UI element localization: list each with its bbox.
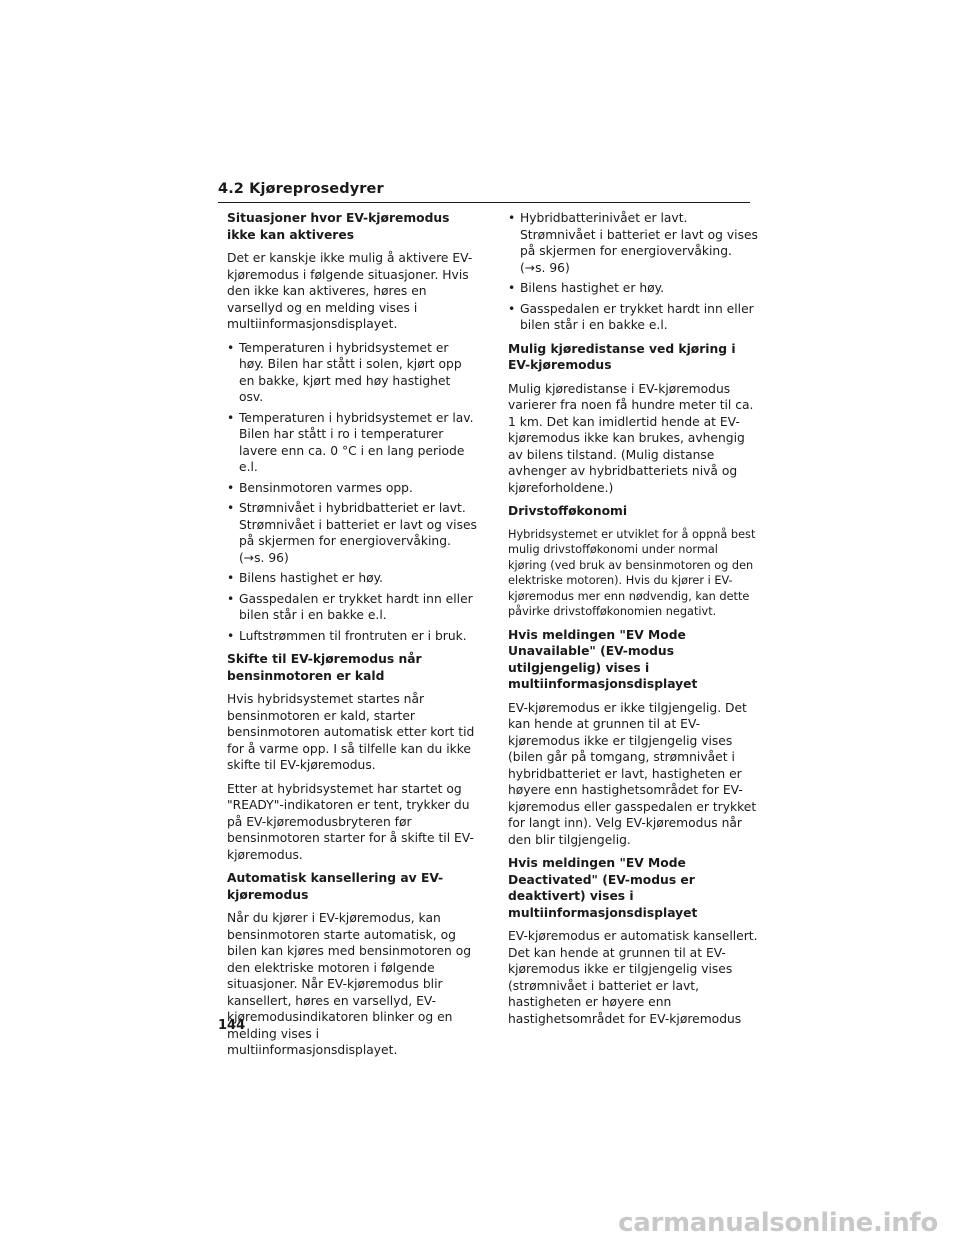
list-item: • Gasspedalen er trykket hardt inn eller bilen står i en bakke e.l.: [508, 301, 758, 334]
list-item: • Hybridbatterinivået er lavt. Strømnivået i batteriet er lavt og vises på skjermen for energiovervåking. (→s. 96): [508, 210, 758, 276]
list-ev-cannot-activate: [227, 340, 477, 645]
left-column: [227, 210, 477, 1066]
page-number: 144: [218, 1018, 246, 1033]
paragraph-driving-distance: Mulig kjøredistanse i EV-kjøremodus varierer fra noen få hundre meter til ca. 1 km. Det kan imidlertid hende at EV-kjøremodus ikke kan brukes, avhengig av bilens tilstand. (Mulig distanse avhenger av hybridbatteriets nivå og kjøreforholdene.): [508, 381, 754, 495]
heading-ev-cannot-activate: Situasjoner hvor EV-kjøremodus ikke kan aktiveres: [227, 211, 450, 242]
paragraph-cold-engine-1: Hvis hybridsystemet startes når bensinmotoren er kald, starter bensinmotoren automatisk etter kort tid for å varme opp. I så tilfelle kan du ikke skifte til EV-kjøremodus.: [227, 692, 475, 772]
right-column: [508, 210, 758, 1034]
paragraph-ev-unavailable: EV-kjøremodus er ikke tilgjengelig. Det kan hende at grunnen til at EV-kjøremodus ikke er tilgjengelig vises (bilen går på tomgang, strømnivået i hybridbatteriet er lavt, hastigheten er høyere enn hastighetsområdet for EV-kjøremodus eller gasspedalen er trykket for langt inn). Velg EV-kjøremodus når den blir tilgjengelig.: [508, 700, 757, 847]
paragraph-ev-cannot-activate-intro: Det er kanskje ikke mulig å aktivere EV-kjøremodus i følgende situasjoner. Hvis den ikke kan aktiveres, høres en varsellyd og en melding vises i multiinformasjonsdisplayet.: [227, 251, 473, 331]
heading-ev-unavailable: Hvis meldingen "EV Mode Unavailable" (EV-modus utilgjengelig) vises i multiinformasjonsdisplayet: [508, 627, 698, 691]
paragraph-fuel-economy: Hybridsystemet er utviklet for å oppnå best mulig drivstofføkonomi under normal kjøring (ved bruk av bensinmotoren og den elektriske motoren). Hvis du kjører i EV-kjøremodus mer enn nødvendig, kan dette påvirke drivstofføkonomien negativt.: [508, 527, 756, 618]
heading-ev-deactivated: Hvis meldingen "EV Mode Deactivated" (EV-modus er deaktivert) vises i multiinformasjonsdisplayet: [508, 856, 698, 920]
list-item: • Bilens hastighet er høy.: [227, 570, 477, 587]
list-item: • Bensinmotoren varmes opp.: [227, 480, 477, 497]
list-item: • Luftstrømmen til frontruten er i bruk.: [227, 628, 477, 645]
list-item: • Gasspedalen er trykket hardt inn eller bilen står i en bakke e.l.: [227, 591, 477, 624]
heading-cold-engine: Skifte til EV-kjøremodus når bensinmotoren er kald: [227, 652, 422, 683]
heading-fuel-economy: Drivstofføkonomi: [508, 504, 628, 518]
paragraph-ev-deactivated: EV-kjøremodus er automatisk kansellert. Det kan hende at grunnen til at EV-kjøremodus ikke er tilgjengelig vises (strømnivået i batteriet er lavt, hastigheten er høyere enn hastighetsområdet for EV-kjøremodus: [508, 929, 758, 1026]
list-item: • Bilens hastighet er høy.: [508, 280, 758, 297]
section-header: [218, 178, 750, 203]
list-item: • Temperaturen i hybridsystemet er høy. Bilen har stått i solen, kjørt opp en bakke, kjørt med høy hastighet osv.: [227, 340, 477, 406]
watermark: carmanualsonline.info: [618, 1208, 938, 1238]
list-auto-cancel: [508, 210, 758, 334]
heading-driving-distance: Mulig kjøredistanse ved kjøring i EV-kjøremodus: [508, 341, 736, 372]
paragraph-cold-engine-2: Etter at hybridsystemet har startet og "READY"-indikatoren er tent, trykker du på EV-kjøremodusbryteren før bensinmotoren starter for å skifte til EV-kjøremodus.: [227, 781, 474, 862]
heading-auto-cancel: Automatisk kansellering av EV-kjøremodus: [227, 871, 444, 902]
list-item: • Strømnivået i hybridbatteriet er lavt. Strømnivået i batteriet er lavt og vises på skjermen for energiovervåking. (→s. 96): [227, 500, 477, 566]
paragraph-auto-cancel: Når du kjører i EV-kjøremodus, kan bensinmotoren starte automatisk, og bilen kan kjøres med bensinmotoren og den elektriske motoren i følgende situasjoner. Når EV-kjøremodus blir kansellert, høres en varsellyd, EV-kjøremodusindikatoren blinker og en melding vises i multiinformasjonsdisplayet.: [227, 911, 472, 1057]
section-title: 4.2 Kjøreprosedyrer: [218, 181, 384, 197]
list-item: • Temperaturen i hybridsystemet er lav. Bilen har stått i ro i temperaturer lavere enn ca. 0 °C i en lang periode e.l.: [227, 410, 477, 476]
